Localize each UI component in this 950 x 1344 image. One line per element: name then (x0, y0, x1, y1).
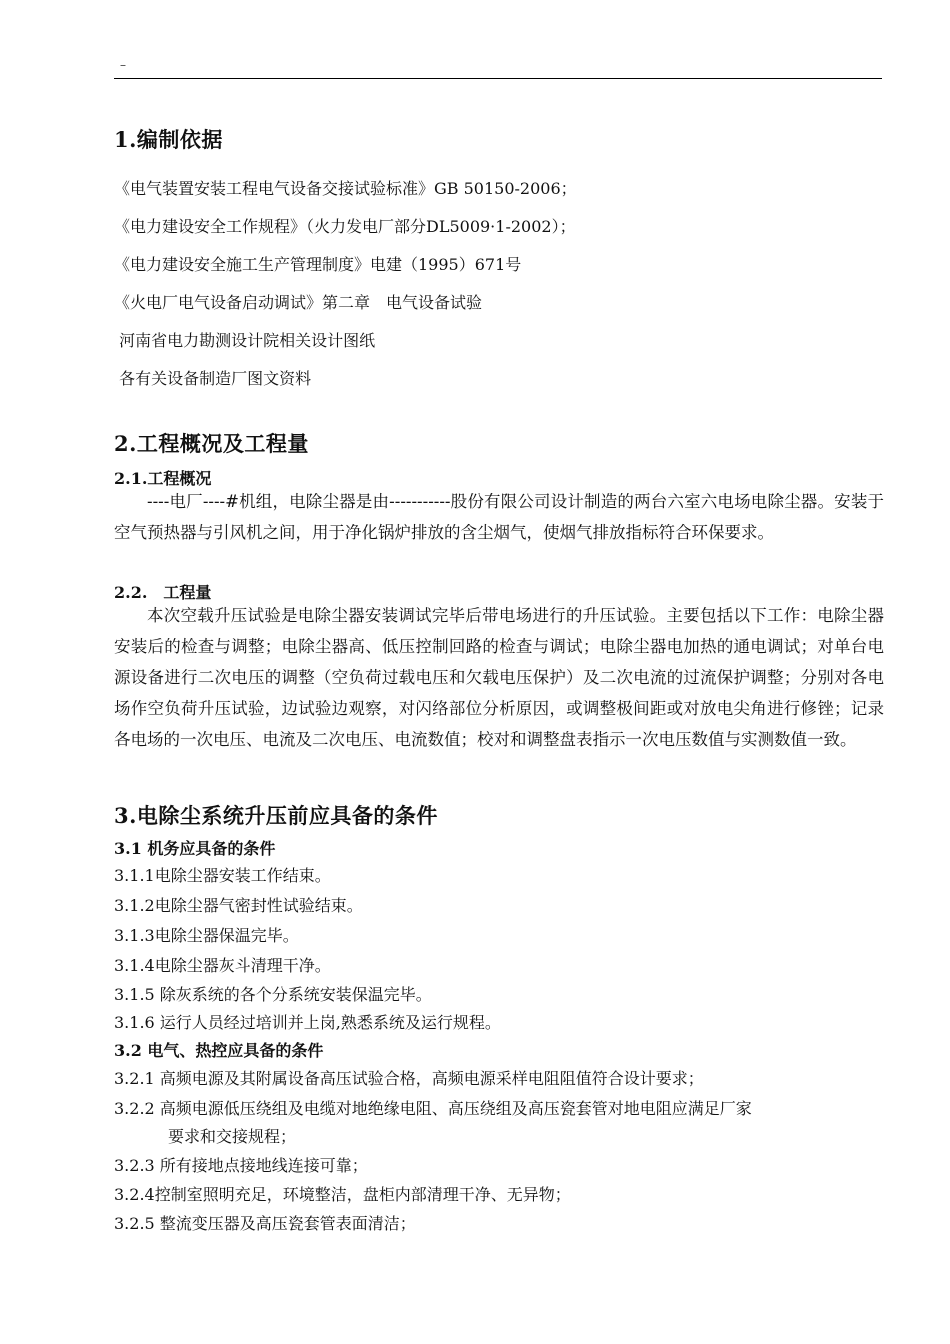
reference-item: 河南省电力勘测设计院相关设计图纸 (114, 331, 376, 350)
subsection-2-2-title: 2.2. 工程量 (114, 583, 212, 602)
condition-item: 3.1.5 除灰系统的各个分系统安装保温完毕。 (114, 985, 432, 1004)
condition-item: 3.2.3 所有接地点接地线连接可靠； (114, 1156, 368, 1175)
section-2-1-paragraph: ----电厂----#机组，电除尘器是由-----------股份有限公司设计制造的两台六室六电场电除尘器。安装于空气预热器与引风机之间，用于净化锅炉排放的含尘烟气，使烟气排放指标符合环保要求。 (114, 492, 884, 542)
subsection-2-1-title: 2.1.工程概况 (114, 469, 212, 488)
condition-item: 3.1.4电除尘器灰斗清理干净。 (114, 956, 331, 975)
condition-item: 3.1.3电除尘器保温完毕。 (114, 926, 299, 945)
section-3-title: 3.电除尘系统升压前应具备的条件 (114, 803, 438, 828)
section-2-title: 2.工程概况及工程量 (114, 431, 309, 456)
condition-item: 3.2.1 高频电源及其附属设备高压试验合格，高频电源采样电阻阻值符合设计要求； (114, 1069, 704, 1088)
condition-item: 3.1.6 运行人员经过培训并上岗,熟悉系统及运行规程。 (114, 1013, 501, 1032)
header-mark: – (120, 58, 126, 72)
section-2-2-paragraph: 本次空载升压试验是电除尘器安装调试完毕后带电场进行的升压试验。主要包括以下工作：电除尘器安装后的检查与调整；电除尘器高、低压控制回路的检查与调试；电除尘器电加热的通电调试；对单台电源设备进行二次电压的调整（空负荷过载电压和欠载电压保护）及二次电流的过流保护调整；分别对各电场作空负荷升压试验，边试验边观察，对闪络部位分析原因，或调整极间距或对放电尖角进行修锉；记录各电场的一次电压、电流及二次电压、电流数值；校对和调整盘表指示一次电压数值与实测数值一致。 (114, 606, 884, 749)
condition-item: 3.1.2电除尘器气密封性试验结束。 (114, 896, 363, 915)
reference-item: 《电力建设安全工作规程》（火力发电厂部分DL5009·1-2002）； (114, 217, 576, 236)
reference-item: 《火电厂电气设备启动调试》第二章 电气设备试验 (114, 293, 483, 312)
condition-item: 3.2.2 高频电源低压绕组及电缆对地绝缘电阻、高压绕组及高压瓷套管对地电阻应满足厂家 (114, 1099, 752, 1118)
reference-item: 各有关设备制造厂图文资料 (114, 369, 312, 388)
header-rule (114, 78, 882, 79)
condition-item: 3.1.1电除尘器安装工作结束。 (114, 866, 331, 885)
reference-item: 《电力建设安全施工生产管理制度》电建（1995）671号 (114, 255, 522, 274)
condition-item: 3.2.5 整流变压器及高压瓷套管表面清洁； (114, 1214, 416, 1233)
subsection-3-1-title: 3.1 机务应具备的条件 (114, 839, 276, 858)
reference-item: 《电气装置安装工程电气设备交接试验标准》GB 50150-2006； (114, 179, 577, 198)
condition-item-continuation: 要求和交接规程； (168, 1127, 297, 1146)
subsection-3-2-title: 3.2 电气、热控应具备的条件 (114, 1041, 324, 1060)
condition-item: 3.2.4控制室照明充足，环境整洁，盘柜内部清理干净、无异物； (114, 1185, 571, 1204)
section-1-title: 1.编制依据 (114, 127, 223, 152)
